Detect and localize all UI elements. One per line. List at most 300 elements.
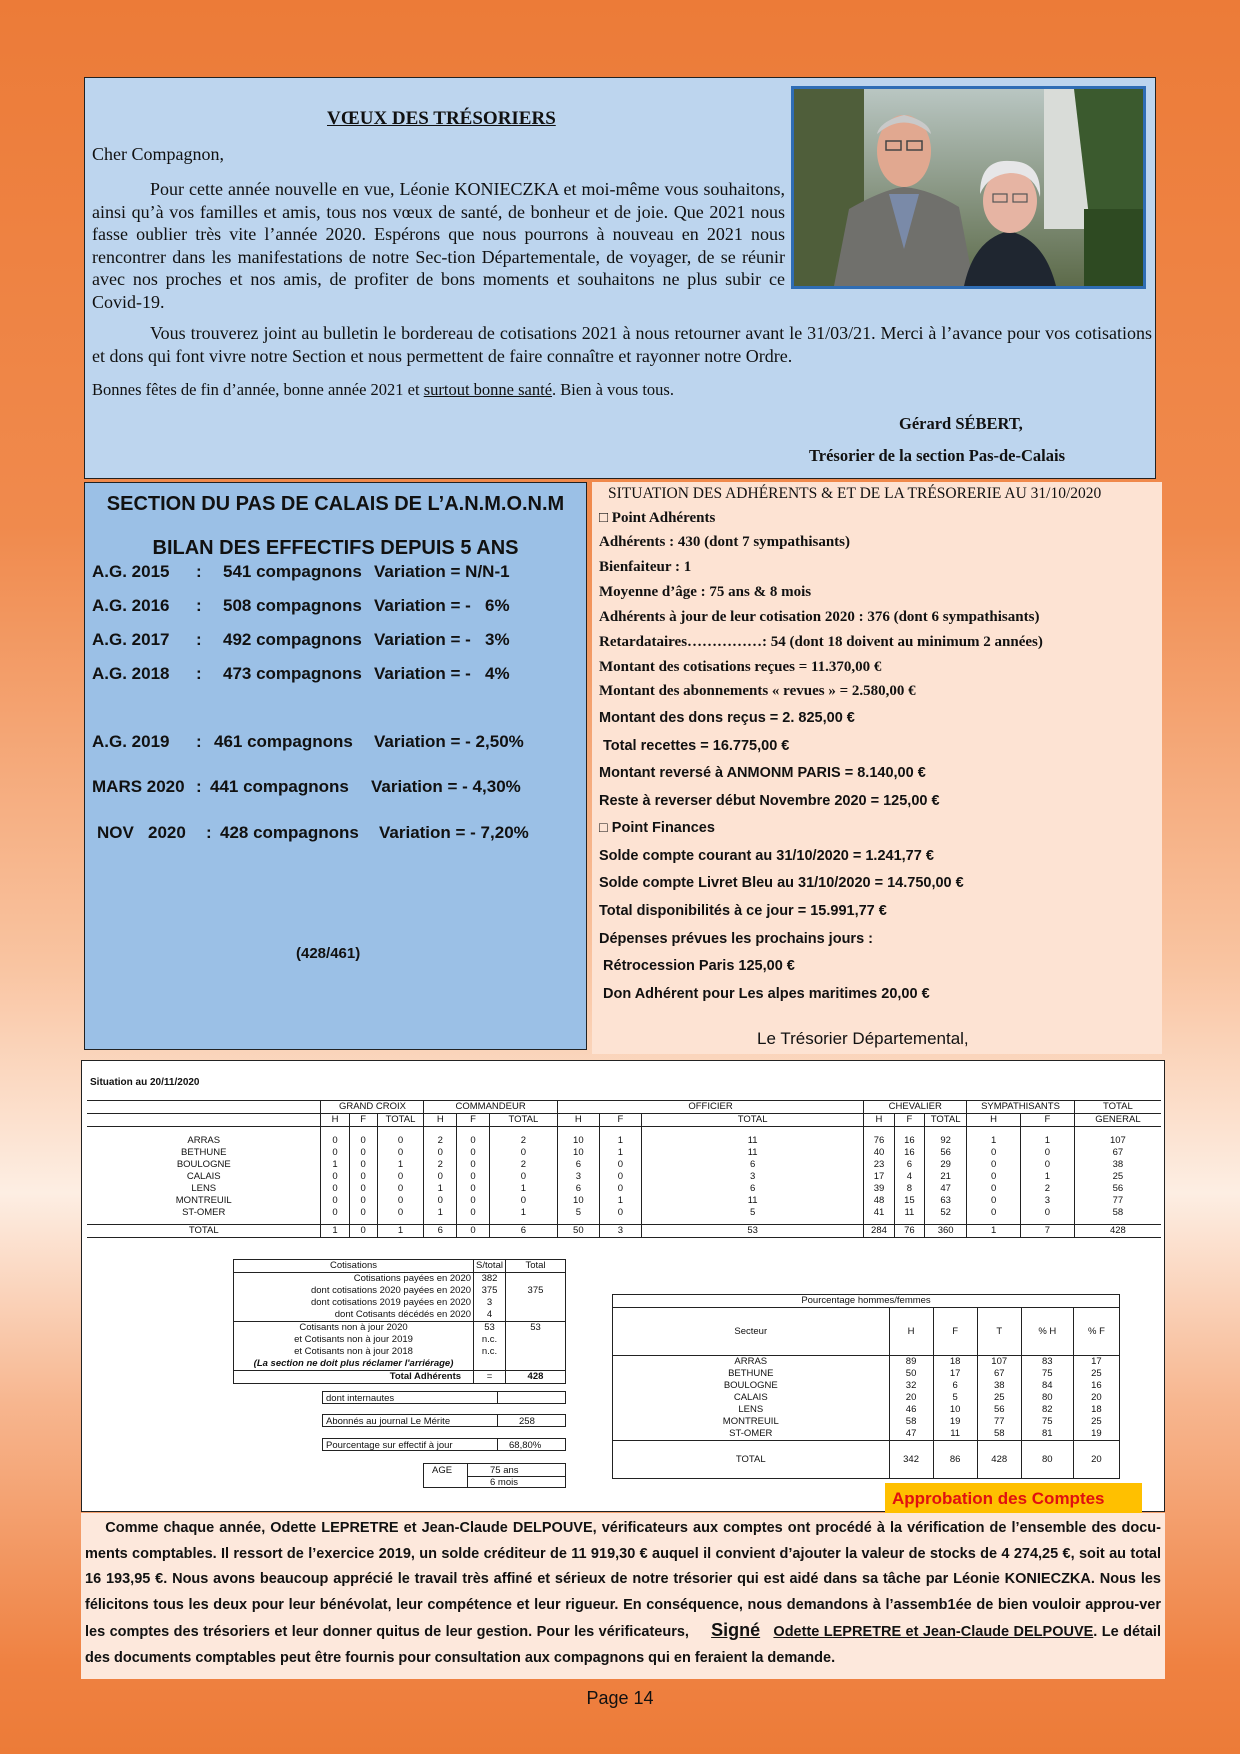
cotisations-table	[233, 1259, 566, 1384]
table-cell: 67	[1074, 1147, 1161, 1159]
pct-cell: 89	[889, 1356, 933, 1369]
table-cell: 0	[967, 1195, 1021, 1207]
stat-variation: Variation = - 4%	[374, 664, 510, 683]
table-cell: 0	[457, 1147, 490, 1159]
page-number: Page 14	[586, 1688, 654, 1708]
cotis-total-label: Total Adhérents	[234, 1371, 474, 1384]
spacer-cell	[1021, 1127, 1075, 1135]
pct-cell: 18	[933, 1356, 977, 1369]
table-cell: 3	[642, 1171, 864, 1183]
situation-line: Dépenses prévues les prochains jours :	[599, 931, 873, 947]
letter-p3-underlined: surtout bonne santé	[423, 380, 553, 399]
pct-cell: 25	[1073, 1416, 1119, 1428]
internautes-box	[322, 1391, 566, 1404]
table-cell: 6	[894, 1159, 924, 1171]
total-cell: 6	[489, 1225, 557, 1238]
letter-title: VŒUX DES TRÉSORIERS	[327, 108, 556, 129]
cotis-total-eq: =	[474, 1371, 506, 1384]
table-cell: 16	[894, 1135, 924, 1147]
spacer-cell	[557, 1127, 599, 1135]
situation-line: Montant des dons reçus = 2. 825,00 €	[599, 710, 855, 726]
table-total-row	[87, 1225, 1161, 1238]
stat-count: 492 compagnons	[223, 630, 362, 649]
cotis-cell: Cotisants non à jour 2020	[234, 1322, 474, 1335]
cotis-h2: S/total	[474, 1260, 506, 1273]
cotis-cell: n.c.	[474, 1334, 506, 1346]
table-cell: 0	[321, 1183, 349, 1195]
table-cell: 0	[967, 1183, 1021, 1195]
rank-group-header: SYMPATHISANTS	[967, 1101, 1075, 1114]
cotis-cell	[505, 1309, 565, 1322]
table-corner	[87, 1101, 321, 1114]
total-cell: 53	[642, 1225, 864, 1238]
rank-subheader: H	[967, 1114, 1021, 1127]
pct-cell: 5	[933, 1392, 977, 1404]
table-cell: 1	[967, 1135, 1021, 1147]
stats-ratio: (428/461)	[296, 945, 361, 962]
age-box	[423, 1463, 566, 1488]
rank-group-header: OFFICIER	[557, 1101, 864, 1114]
pct-row	[613, 1416, 1120, 1428]
table-cell: 11	[894, 1207, 924, 1219]
pct-header-cell: % H	[1021, 1308, 1073, 1356]
cotis-cell	[505, 1346, 565, 1358]
situation-line: Montant des cotisations reçues = 11.370,00 €	[599, 659, 882, 675]
stat-separator: :	[196, 596, 202, 615]
table-cell: 0	[489, 1195, 557, 1207]
table-cell: 0	[349, 1207, 377, 1219]
table-cell: 21	[925, 1171, 967, 1183]
cotis-h3: Total	[505, 1260, 565, 1273]
table-cell: 3	[557, 1171, 599, 1183]
stat-label: A.G. 2018	[92, 664, 170, 683]
rank-group-header: CHEVALIER	[864, 1101, 967, 1114]
stat-variation: Variation = - 4,30%	[371, 777, 521, 796]
table-cell: 5	[557, 1207, 599, 1219]
table-cell: 0	[457, 1135, 490, 1147]
table-cell: 76	[864, 1135, 894, 1147]
table-cell: 6	[642, 1159, 864, 1171]
pourcentage-label: Pourcentage sur effectif à jour	[326, 1440, 453, 1451]
situation-title: SITUATION DES ADHÉRENTS & ET DE LA TRÉSORERIE AU 31/10/2020	[608, 485, 1102, 502]
pct-cell: CALAIS	[733, 1392, 768, 1403]
total-cell: 284	[864, 1225, 894, 1238]
table-cell: 41	[864, 1207, 894, 1219]
table-cell: 2	[424, 1159, 457, 1171]
situation-line: □ Point Finances	[599, 820, 715, 836]
stat-count: 461 compagnons	[214, 732, 353, 751]
table-cell: 0	[349, 1171, 377, 1183]
table-cell: 0	[599, 1183, 641, 1195]
spacer-cell	[457, 1127, 490, 1135]
total-cell: 0	[349, 1225, 377, 1238]
situation-line: Total recettes = 16.775,00 €	[599, 738, 790, 754]
stat-separator: :	[196, 630, 202, 649]
spacer-cell	[642, 1127, 864, 1135]
table-row	[87, 1207, 1161, 1219]
pct-cell: 11	[933, 1428, 977, 1441]
table-cell: 48	[864, 1195, 894, 1207]
spacer-cell	[489, 1127, 557, 1135]
approbation-text	[81, 1513, 1165, 1679]
rank-subheader: H	[557, 1114, 599, 1127]
pct-cell: 77	[977, 1416, 1021, 1428]
total-cell: 1	[967, 1225, 1021, 1238]
pct-cell: 46	[889, 1404, 933, 1416]
letter-greeting: Cher Compagnon,	[92, 144, 224, 164]
table-cell: 2	[489, 1159, 557, 1171]
stat-separator: :	[196, 562, 202, 581]
rank-subheader: TOTAL	[642, 1114, 864, 1127]
total-cell: 50	[557, 1225, 599, 1238]
stat-label: A.G. 2017	[92, 630, 170, 649]
approbation-label: Approbation des Comptes	[885, 1483, 1142, 1515]
situation-line: Adhérents à jour de leur cotisation 2020 : 376 (dont 6 sympathisants)	[599, 609, 1040, 625]
table-cell: 0	[377, 1171, 424, 1183]
pct-cell: 18	[1073, 1404, 1119, 1416]
table-cell: 77	[1074, 1195, 1161, 1207]
spacer-cell	[87, 1127, 321, 1135]
cotis-note: (La section ne doit plus réclamer l'arriérage)	[253, 1358, 454, 1369]
table-row	[87, 1135, 1161, 1147]
cotis-cell: 4	[474, 1309, 506, 1322]
rank-group-header: TOTAL	[1074, 1101, 1161, 1114]
rank-subheader: TOTAL	[925, 1114, 967, 1127]
table-cell: 0	[377, 1135, 424, 1147]
pct-cell: 19	[933, 1416, 977, 1428]
pct-header	[613, 1308, 1120, 1356]
rank-subheader: F	[599, 1114, 641, 1127]
table-cell: 1	[599, 1135, 641, 1147]
cotis-cell: 3	[474, 1297, 506, 1309]
cotis-cell: Cotisations payées en 2020	[353, 1273, 472, 1284]
table-cell: 0	[489, 1171, 557, 1183]
pct-cell: 107	[977, 1356, 1021, 1369]
spacer-cell	[925, 1127, 967, 1135]
letter-paragraph-3	[92, 380, 674, 400]
table-cell: 47	[925, 1183, 967, 1195]
statistics-tables	[81, 1060, 1165, 1512]
letter-paragraph-1: Pour cette année nouvelle en vue, Léonie KONIECZKA et moi-même vous souhaitons, ainsi qu’à vos familles et amis, tous nos vœux de santé, de bonheur et de joie. Que 2021 nous fasse oublier très vite l’année 2020. Espérons que nous pourrons à nouveau en 2021 nous rencontrer dans les manifestations de notre Sec-tion Départementale, de voyager, de se réunir avec nos proches et nos amis, de profiter de bons moments et souhaitons ne plus subir ce Covid-19.	[92, 179, 785, 312]
rank-subheader: F	[1021, 1114, 1075, 1127]
table-cell: 0	[424, 1147, 457, 1159]
stat-variation: Variation = - 7,20%	[379, 823, 529, 842]
approbation-text-a: Comme chaque année, Odette LEPRETRE et Jean-Claude DELPOUVE, vérificateurs aux comptes ont procédé à la vérification de l’ensemble des docu-ments comptables. Il ressort de l’exercice 2019, un solde créditeur de 11 919,30 € auquel il convient d’ajouter la valeur de stocks de 4 274,25 €, soit au total 16 193,95 €. Nous avons beaucoup apprécié le travail très affiné et sérieux de notre trésorier qui est aidé dans sa tâche par Léonie KONIECZKA. Nous les félicitons tous les deux pour leur bénévolat, leur compétence et leur rigueur. En conséquence, nous demandons à l’assemb1ée de bien vouloir approu-ver les comptes des trésoriers et leur donner quitus de leur gestion. Pour les vérificateurs,	[85, 1520, 1161, 1640]
total-cell: 3	[599, 1225, 641, 1238]
pct-row	[613, 1428, 1120, 1441]
pct-cell: 58	[977, 1428, 1021, 1441]
treasurers-letter	[84, 77, 1156, 479]
cotis-cell: 375	[474, 1285, 506, 1297]
cotis-row	[234, 1297, 566, 1309]
table-cell: 0	[489, 1147, 557, 1159]
rank-group-header: GRAND CROIX	[321, 1101, 424, 1114]
abonnes-label: Abonnés au journal Le Mérite	[326, 1416, 451, 1427]
stat-label: A.G. 2016	[92, 596, 170, 615]
table-row	[87, 1195, 1161, 1207]
age-label: AGE	[432, 1465, 453, 1476]
rank-group-header: COMMANDEUR	[424, 1101, 557, 1114]
spacer-cell	[321, 1127, 349, 1135]
approbation-names: Odette LEPRETRE et Jean-Claude DELPOUVE	[773, 1624, 1094, 1640]
spacer-cell	[349, 1127, 377, 1135]
stats-subtitle: BILAN DES EFFECTIFS DEPUIS 5 ANS	[152, 537, 519, 559]
letter-p3-b: . Bien à vous tous.	[552, 380, 674, 399]
table-cell: 6	[642, 1183, 864, 1195]
cotis-cell	[505, 1297, 565, 1309]
pct-row	[613, 1368, 1120, 1380]
table-cell: 0	[967, 1171, 1021, 1183]
table-cell: 10	[557, 1195, 599, 1207]
table-cell: 1	[1021, 1135, 1075, 1147]
table-cell: 38	[1074, 1159, 1161, 1171]
sector-name: LENS	[87, 1183, 321, 1195]
pct-total-row	[613, 1441, 1120, 1479]
pct-row	[613, 1380, 1120, 1392]
table-cell: 0	[377, 1195, 424, 1207]
table-cell: 0	[457, 1183, 490, 1195]
pourcentage-value: 68,80%	[509, 1440, 542, 1451]
situation-line: Moyenne d’âge : 75 ans & 8 mois	[599, 584, 812, 600]
table-cell: 8	[894, 1183, 924, 1195]
cotis-cell: dont Cotisants décédés en 2020	[334, 1309, 472, 1320]
spacer-cell	[864, 1127, 894, 1135]
table-cell: 29	[925, 1159, 967, 1171]
situation-line: Don Adhérent pour Les alpes maritimes 20,00 €	[599, 986, 930, 1002]
table-cell: 0	[349, 1195, 377, 1207]
table-cell: 0	[377, 1183, 424, 1195]
stat-separator: :	[206, 823, 212, 842]
pct-title: Pourcentage hommes/femmes	[613, 1295, 1120, 1308]
total-cell: 6	[424, 1225, 457, 1238]
pct-row	[613, 1392, 1120, 1404]
table-cell: 0	[321, 1171, 349, 1183]
internautes-label: dont internautes	[326, 1393, 395, 1404]
table-cell: 0	[349, 1135, 377, 1147]
pct-cell: 84	[1021, 1380, 1073, 1392]
pct-cell: 75	[1021, 1368, 1073, 1380]
abonnes-value: 258	[519, 1416, 535, 1427]
pct-cell: 47	[889, 1428, 933, 1441]
pct-cell: LENS	[738, 1404, 764, 1415]
table-cell: 0	[967, 1159, 1021, 1171]
rank-subheader: TOTAL	[377, 1114, 424, 1127]
table-cell: 0	[321, 1147, 349, 1159]
membership-stats	[84, 482, 587, 1050]
table-cell: 1	[489, 1207, 557, 1219]
pct-header-cell: T	[977, 1308, 1021, 1356]
pct-header-cell: Secteur	[613, 1308, 890, 1356]
stats-title: SECTION DU PAS DE CALAIS DE L’A.N.M.O.N.M	[106, 493, 565, 515]
age-years: 75 ans	[490, 1465, 519, 1476]
table-cell: 0	[321, 1195, 349, 1207]
cotis-cell: et Cotisants non à jour 2018	[294, 1346, 413, 1357]
total-cell: 1	[377, 1225, 424, 1238]
table-cell: 1	[377, 1159, 424, 1171]
table-cell: 0	[967, 1207, 1021, 1219]
table-cell: 0	[1021, 1159, 1075, 1171]
table-cell: 56	[925, 1147, 967, 1159]
cotis-cell: dont cotisations 2020 payées en 2020	[310, 1285, 472, 1296]
cotis-cell: 53	[505, 1322, 565, 1335]
situation-date: Situation au 20/11/2020	[90, 1077, 200, 1088]
letter-paragraph-2: Vous trouverez joint au bulletin le bordereau de cotisations 2021 à nous retourner avant le 31/03/21. Merci à l’avance pour vos cotisations et dons qui font vivre notre Section et nous permettent de faire connaître et rayonner notre Ordre.	[92, 323, 1152, 366]
table-cell: 0	[599, 1159, 641, 1171]
pct-cell: MONTREUIL	[722, 1416, 779, 1427]
table-cell: 58	[1074, 1207, 1161, 1219]
rank-subheader: H	[864, 1114, 894, 1127]
table-cell: 2	[489, 1135, 557, 1147]
pct-row	[613, 1356, 1120, 1369]
spacer-cell	[967, 1127, 1021, 1135]
sector-name: MONTREUIL	[87, 1195, 321, 1207]
gender-percentage-table	[612, 1294, 1120, 1479]
table-row	[87, 1147, 1161, 1159]
table-cell: 1	[321, 1159, 349, 1171]
pct-cell: 58	[889, 1416, 933, 1428]
total-cell: 360	[925, 1225, 967, 1238]
rank-subheader: GENERAL	[1074, 1114, 1161, 1127]
rank-subheader: H	[424, 1114, 457, 1127]
cotis-cell: n.c.	[474, 1346, 506, 1358]
cotis-cell: 375	[505, 1285, 565, 1297]
pourcentage-box	[322, 1438, 566, 1451]
situation-line: Reste à reverser début Novembre 2020 = 125,00 €	[599, 793, 940, 809]
cotis-h1: Cotisations	[234, 1260, 474, 1273]
table-cell: 0	[377, 1207, 424, 1219]
table-row	[87, 1171, 1161, 1183]
pct-cell: BETHUNE	[728, 1368, 774, 1379]
cotis-row	[234, 1285, 566, 1297]
pct-cell: 25	[977, 1392, 1021, 1404]
table-cell: 16	[894, 1147, 924, 1159]
cotis-row	[234, 1273, 566, 1286]
situation-line: Adhérents : 430 (dont 7 sympathisants)	[599, 534, 851, 550]
sector-name: ST-OMER	[87, 1207, 321, 1219]
table-cell: 5	[642, 1207, 864, 1219]
pct-cell: 80	[1021, 1392, 1073, 1404]
pct-cell: 50	[889, 1368, 933, 1380]
table-cell: 0	[967, 1147, 1021, 1159]
total-cell: 7	[1021, 1225, 1075, 1238]
pct-cell: 6	[933, 1380, 977, 1392]
table-cell: 2	[1021, 1183, 1075, 1195]
situation-line: Solde compte courant au 31/10/2020 = 1.241,77 €	[599, 848, 934, 864]
table-cell: 11	[642, 1135, 864, 1147]
spacer-cell	[599, 1127, 641, 1135]
rank-subheader: F	[457, 1114, 490, 1127]
pct-total-cell: 342	[889, 1441, 933, 1479]
table-row	[87, 1183, 1161, 1195]
cotis-row	[234, 1322, 566, 1335]
total-cell: 428	[1074, 1225, 1161, 1238]
stat-separator: :	[196, 732, 202, 751]
total-label: TOTAL	[87, 1225, 321, 1238]
stat-variation: Variation = - 6%	[374, 596, 510, 615]
table-cell: 1	[1021, 1171, 1075, 1183]
table-cell: 11	[642, 1147, 864, 1159]
pct-total-cell: 86	[933, 1441, 977, 1479]
stat-count: 508 compagnons	[223, 596, 362, 615]
rank-subheader: H	[321, 1114, 349, 1127]
situation-line: Rétrocession Paris 125,00 €	[599, 958, 795, 974]
table-cell: 4	[894, 1171, 924, 1183]
cotis-cell	[505, 1334, 565, 1346]
stat-count: 428 compagnons	[220, 823, 359, 842]
table-cell: 11	[642, 1195, 864, 1207]
abonnes-box	[322, 1414, 566, 1427]
pct-cell: BOULOGNE	[723, 1380, 778, 1391]
pct-title-row	[613, 1295, 1120, 1308]
total-cell: 76	[894, 1225, 924, 1238]
table-cell: 25	[1074, 1171, 1161, 1183]
stat-count: 441 compagnons	[210, 777, 349, 796]
table-cell: 107	[1074, 1135, 1161, 1147]
pct-header-cell: F	[933, 1308, 977, 1356]
table-cell: 1	[424, 1183, 457, 1195]
pct-header-cell: % F	[1073, 1308, 1119, 1356]
spacer-cell	[1074, 1127, 1161, 1135]
table-cell: 10	[557, 1147, 599, 1159]
stat-count: 473 compagnons	[223, 664, 362, 683]
situation-line: □ Point Adhérents	[599, 510, 716, 526]
table-cell: 0	[1021, 1147, 1075, 1159]
table-cell: 40	[864, 1147, 894, 1159]
letter-p3-a: Bonnes fêtes de fin d’année, bonne année 2021 et	[92, 380, 424, 399]
sector-name: BOULOGNE	[87, 1159, 321, 1171]
table-cell: 23	[864, 1159, 894, 1171]
pct-cell: 20	[889, 1392, 933, 1404]
pct-cell: 17	[933, 1368, 977, 1380]
table-cell: 10	[557, 1135, 599, 1147]
sector-name: BETHUNE	[87, 1147, 321, 1159]
pct-cell: 56	[977, 1404, 1021, 1416]
stat-label: MARS 2020	[92, 777, 185, 796]
pct-cell: 67	[977, 1368, 1021, 1380]
table-cell: 92	[925, 1135, 967, 1147]
situation-line: Montant des abonnements « revues » = 2.580,00 €	[599, 683, 916, 699]
stat-separator: :	[196, 777, 202, 796]
spacer-cell	[894, 1127, 924, 1135]
cotis-cell	[474, 1358, 506, 1371]
sector-name: CALAIS	[87, 1171, 321, 1183]
cotis-total-row	[234, 1371, 566, 1384]
stat-label: A.G. 2019	[92, 732, 170, 751]
pct-cell: ARRAS	[734, 1356, 768, 1367]
situation-line: Retardataires……………: 54 (dont 18 doivent au minimum 2 années)	[599, 634, 1043, 650]
pct-total-cell: 20	[1073, 1441, 1119, 1479]
table-cell: 15	[894, 1195, 924, 1207]
table-cell: 6	[557, 1159, 599, 1171]
pct-cell: 75	[1021, 1416, 1073, 1428]
pct-cell: ST-OMER	[729, 1428, 773, 1439]
cotis-row	[234, 1346, 566, 1358]
table-cell: 0	[457, 1207, 490, 1219]
signature-name: Gérard SÉBERT,	[899, 414, 1023, 433]
pct-cell: 10	[933, 1404, 977, 1416]
table-cell: 3	[1021, 1195, 1075, 1207]
pct-cell: 16	[1073, 1380, 1119, 1392]
table-cell: 0	[599, 1171, 641, 1183]
cotis-cell: 53	[474, 1322, 506, 1335]
table-cell: 0	[424, 1195, 457, 1207]
cotis-cell: 382	[474, 1273, 506, 1286]
pct-header-cell: H	[889, 1308, 933, 1356]
pct-cell: 38	[977, 1380, 1021, 1392]
situation-panel	[592, 482, 1162, 1054]
cotis-row	[234, 1309, 566, 1322]
stat-variation: Variation = - 3%	[374, 630, 510, 649]
